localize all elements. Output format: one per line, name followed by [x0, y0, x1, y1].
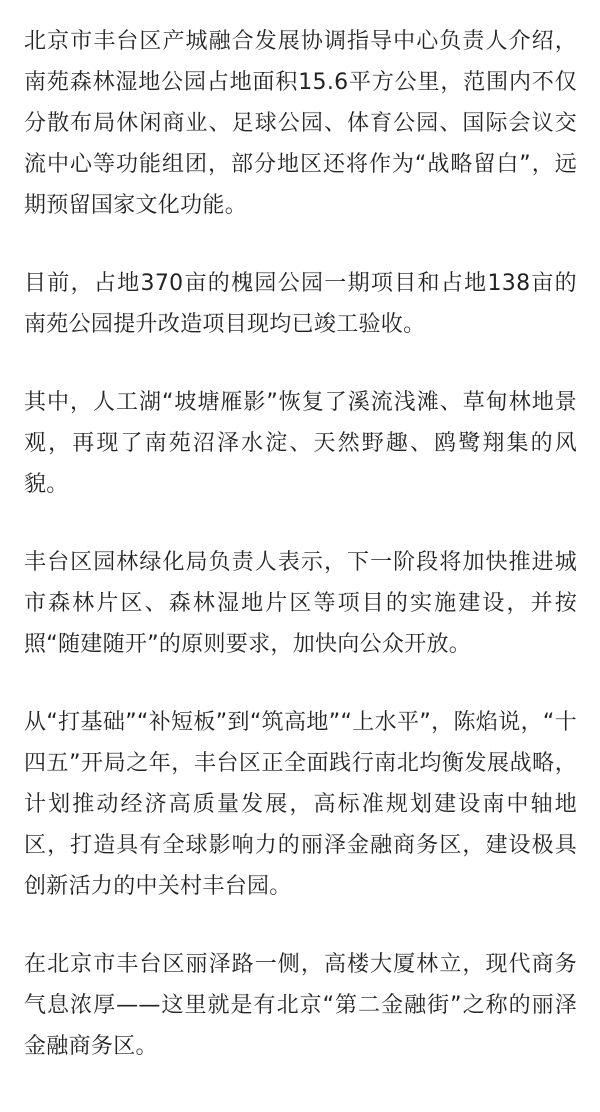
paragraph-next-stage: 丰台区园林绿化局负责人表示，下一阶段将加快推进城市森林片区、森林湿地片区等项目的实施建设，并按照“随建随开”的原则要求，加快向公众开放。 — [24, 550, 577, 657]
paragraph-development-strategy: 从“打基础”“补短板”到“筑高地”“上水平”，陈焰说，“十四五”开局之年，丰台区正全面践行南北均衡发展战略，计划推动经济高质量发展，高标准规划建设南中轴地区，打造具有全球影响力的丽泽金融商务区，建设极具创新活力的中关村丰台园。 — [24, 710, 577, 899]
paragraph-park-overview: 北京市丰台区产城融合发展协调指导中心负责人介绍，南苑森林湿地公园占地面积15.6平方公里，范围内不仅分散布局休闲商业、足球公园、体育公园、国际会议交流中心等功能组团，部分地区还将作为“战略留白”，远期预留国家文化功能。 — [24, 29, 577, 218]
paragraph-business-district: 在北京市丰台区丽泽路一侧，高楼大厦林立，现代商务气息浓厚——这里就是有北京“第二金融街”之称的丽泽金融商务区。 — [24, 952, 577, 1059]
paragraph-project-completion: 目前，占地370亩的槐园公园一期项目和占地138亩的南苑公园提升改造项目现均已竣工验收。 — [24, 271, 577, 337]
paragraph-artificial-lake: 其中，人工湖“坡塘雁影”恢复了溪流浅滩、草甸林地景观，再现了南苑沼泽水淀、天然野趣、鸥鹭翔集的风貌。 — [24, 390, 577, 497]
